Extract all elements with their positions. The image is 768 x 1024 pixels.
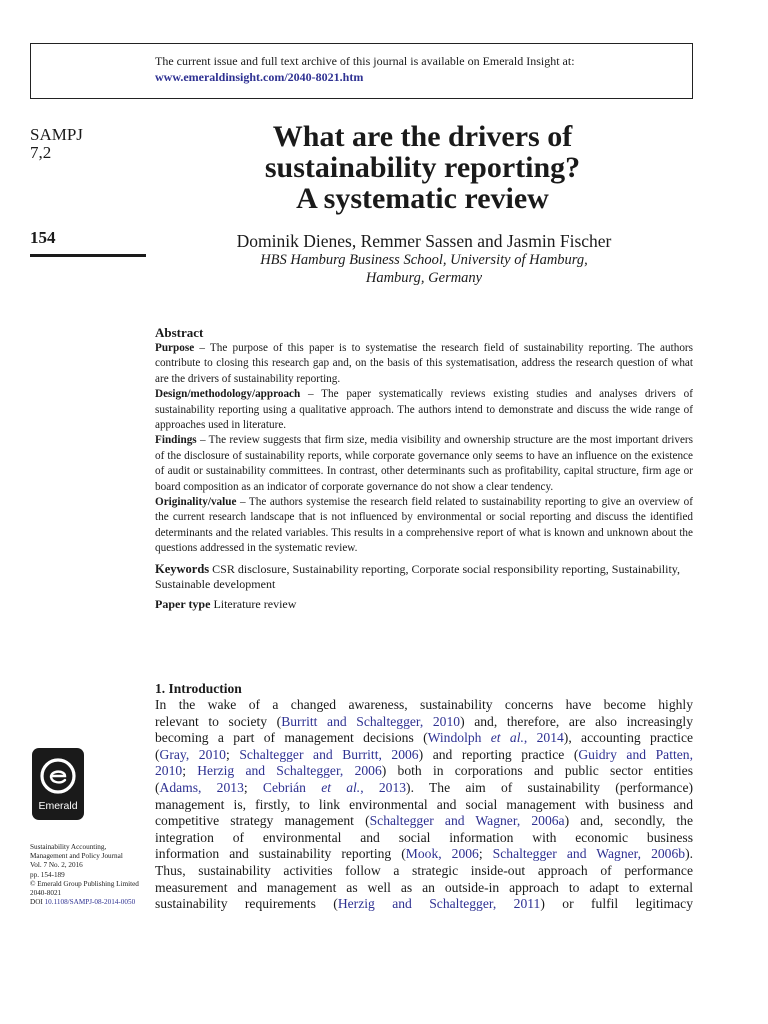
page-number-rule <box>30 254 146 257</box>
introduction-text: ) and reporting practice ( <box>418 746 579 762</box>
citation-link[interactable]: 2010 <box>155 763 183 779</box>
keywords-label: Keywords <box>155 561 210 576</box>
introduction-text: ( <box>155 746 160 762</box>
citation-link[interactable]: Guidry and Patten, <box>578 746 693 762</box>
keywords-text: CSR disclosure, Sustainability reporting, Corporate social responsibility reporting, Sustainability, Sustainable development <box>155 561 681 591</box>
purpose-text: – The purpose of this paper is to systematise the research field of sustainability reporting. The authors contribute to closing this research gap and, on the basis of this systematisation, address the research question of what are the drivers of sustainability reporting. <box>155 342 693 385</box>
citation-link[interactable]: Schaltegger and Burritt, 2006 <box>239 746 419 762</box>
citation-link[interactable]: Burritt and Schaltegger, 2010 <box>281 713 461 729</box>
volume-issue: 7,2 <box>30 143 52 162</box>
introduction-line <box>155 846 693 863</box>
title-line: sustainability reporting? <box>264 151 581 184</box>
citation-link[interactable]: , 2013 <box>360 779 407 795</box>
page-number: 154 <box>30 228 56 247</box>
introduction-text: integration of environmental and social information with economic business <box>155 829 693 845</box>
introduction-text: ) and, therefore, are also increasingly <box>460 713 693 729</box>
introduction-text: management is, firstly, to link environmental and social management with business and <box>155 796 693 812</box>
title-line: A systematic review <box>296 182 549 215</box>
introduction-text: ). The aim of sustainability (performance) <box>406 779 693 795</box>
introduction-line <box>155 780 693 797</box>
introduction-text: ). <box>685 846 693 862</box>
introduction-text: ( <box>155 779 160 795</box>
journal-abbreviation: SAMPJ <box>30 125 83 144</box>
abstract-heading: Abstract <box>155 325 204 340</box>
citation-link[interactable]: Herzig and Schaltegger, 2006 <box>197 763 382 779</box>
introduction-line <box>155 697 693 714</box>
author-list: Dominik Dienes, Remmer Sassen and Jasmin Fischer <box>236 231 612 251</box>
introduction-text: ), accounting practice <box>563 730 693 746</box>
introduction-body <box>155 697 693 913</box>
meta-line: 2040-8021 <box>30 889 62 898</box>
design-text: – The paper systematically reviews existing studies and analyses drivers of sustainability reporting using a qualitative approach. The authors intend to demonstrate and discuss the wide range of approaches used in literature. <box>155 388 693 432</box>
abstract-originality <box>155 495 693 557</box>
introduction-line <box>155 797 693 814</box>
affiliation-line: HBS Hamburg Business School, University of Hamburg, <box>260 252 588 268</box>
archive-notice: The current issue and full text archive of this journal is available on Emerald Insight at: <box>155 54 575 68</box>
emerald-logo-label: Emerald <box>38 800 78 812</box>
introduction-line <box>155 880 693 897</box>
purpose-label: Purpose <box>155 342 195 354</box>
introduction-text: information and sustainability reporting ( <box>155 846 406 862</box>
originality-text: – The authors systemise the research field related to sustainability reporting to give an overview of the current research landscape that is not influenced by environmental or social reporting and discuss the identified determinants and the related variables. This results in a comprehensive report of what is known and unknown about the questions addressed in the systematic review. <box>155 496 693 555</box>
findings-label: Findings <box>155 434 197 447</box>
abstract-findings <box>155 433 693 495</box>
article-title <box>185 121 660 214</box>
emerald-logo-icon <box>39 757 77 795</box>
citation-link[interactable]: Schaltegger and Wagner, 2006b <box>492 846 686 862</box>
introduction-heading: 1. Introduction <box>155 681 242 696</box>
introduction-text: becoming a part of management decisions ( <box>155 730 428 746</box>
abstract-purpose <box>155 341 693 387</box>
paper-type-text: Literature review <box>210 596 297 611</box>
meta-line <box>30 898 148 907</box>
introduction-text: measurement and management as well as an outside-in approach to adapt to external <box>155 879 693 895</box>
introduction-text: ; <box>182 763 198 779</box>
introduction-line <box>155 896 693 913</box>
abstract-design <box>155 387 693 433</box>
introduction-line <box>155 830 693 847</box>
introduction-text: ; <box>478 846 493 862</box>
citation-link[interactable]: et al. <box>321 779 361 795</box>
journal-url-link[interactable]: www.emeraldinsight.com/2040-8021.htm <box>155 70 364 84</box>
introduction-text: Thus, sustainability activities follow a strategic inside-out approach of performance <box>155 862 693 878</box>
meta-line: pp. 154-189 <box>30 870 65 879</box>
introduction-text: ; <box>243 779 263 795</box>
emerald-logo <box>32 748 84 820</box>
meta-line: Sustainability Accounting, <box>30 843 107 851</box>
paper-type-label: Paper type <box>155 596 211 611</box>
meta-line: Management and Policy Journal <box>30 852 123 861</box>
citation-link[interactable]: Gray, 2010 <box>159 746 226 762</box>
doi-label: DOI <box>30 898 43 907</box>
introduction-text: competitive strategy management ( <box>155 813 370 829</box>
citation-link[interactable]: et al. <box>490 730 524 746</box>
introduction-text: ; <box>225 746 240 762</box>
citation-link[interactable]: Windolph <box>427 730 491 746</box>
citation-link[interactable]: Herzig and Schaltegger, 2011 <box>337 896 541 912</box>
introduction-line <box>155 863 693 880</box>
introduction-text: ) both in corporations and public sector entities <box>381 763 693 779</box>
meta-line: © Emerald Group Publishing Limited <box>30 879 139 888</box>
citation-link[interactable]: , 2014 <box>523 730 564 746</box>
affiliation <box>155 251 693 287</box>
journal-code <box>30 126 83 162</box>
introduction-text: relevant to society ( <box>155 713 282 729</box>
citation-link[interactable]: Schaltegger and Wagner, 2006a <box>369 813 565 829</box>
publication-metadata <box>30 843 148 907</box>
citation-link[interactable]: Cebrián <box>262 779 322 795</box>
introduction-line <box>155 714 693 731</box>
introduction-text: ) and, secondly, the <box>564 813 693 829</box>
introduction-text: sustainability requirements ( <box>155 896 338 912</box>
journal-banner-text <box>155 53 575 85</box>
doi-link[interactable]: 10.1108/SAMPJ-08-2014-0050 <box>44 898 136 907</box>
paper-type <box>155 597 693 612</box>
citation-link[interactable]: Mook, 2006 <box>405 846 479 862</box>
meta-line: Vol. 7 No. 2, 2016 <box>30 861 83 870</box>
title-line: What are the drivers of <box>272 120 573 153</box>
introduction-line <box>155 763 693 780</box>
abstract-section <box>155 324 693 612</box>
keywords <box>155 562 693 592</box>
introduction-text: In the wake of a changed awareness, sustainability concerns have become highly <box>155 697 693 712</box>
design-label: Design/methodology/approach <box>155 388 301 401</box>
introduction-text: ) or fulfil legitimacy <box>540 896 693 912</box>
findings-text: – The review suggests that firm size, media visibility and ownership structure are the most important drivers of the disclosure of sustainability reports, while corporate governance only seems to have an influence on the existence of audit or sustainability committees. In contrast, other determinants such as profitability, capital structure, firm age or board composition as an indicator of corporate governance do not show a clear tendency. <box>155 434 693 493</box>
citation-link[interactable]: Adams, 2013 <box>159 779 244 795</box>
introduction-line <box>155 730 693 747</box>
affiliation-line: Hamburg, Germany <box>365 270 483 286</box>
originality-label: Originality/value <box>155 496 237 509</box>
introduction-line <box>155 747 693 764</box>
introduction-line <box>155 813 693 830</box>
